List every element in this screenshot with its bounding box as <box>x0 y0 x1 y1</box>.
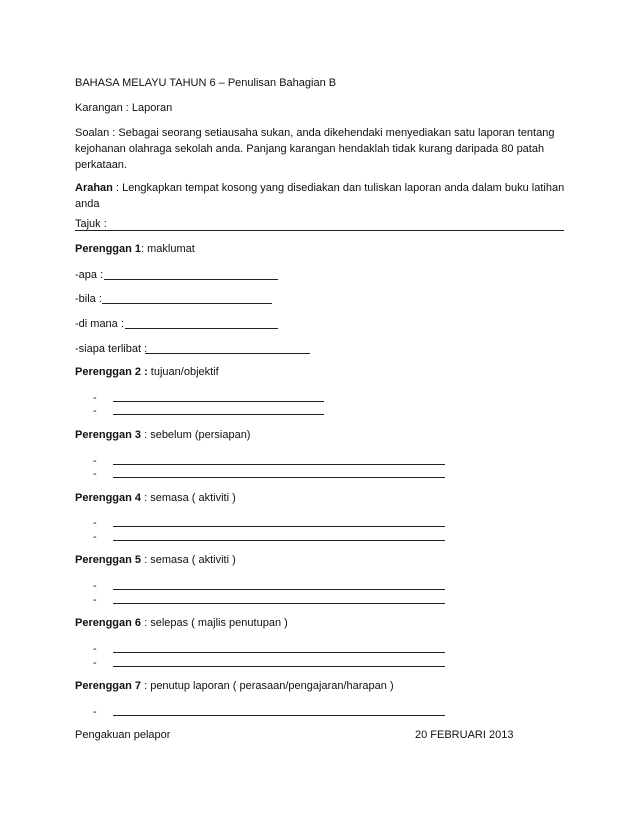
perenggan-1-heading <box>75 242 195 256</box>
perenggan-6-blank-1[interactable] <box>113 652 445 653</box>
perenggan-7-blank-1[interactable] <box>113 715 445 716</box>
field-apa-blank[interactable] <box>104 279 278 280</box>
perenggan-4-heading <box>75 491 236 505</box>
field-siapa-label: -siapa terlibat : <box>75 343 148 355</box>
perenggan-5-heading <box>75 553 236 567</box>
perenggan-6-desc: : selepas ( majlis penutupan ) <box>141 617 288 629</box>
perenggan-3-heading <box>75 428 250 442</box>
perenggan-6-label: Perenggan 6 <box>75 617 142 629</box>
perenggan-2-desc: tujuan/objektif <box>147 366 219 378</box>
tajuk-label: Tajuk : <box>75 218 107 230</box>
field-bila-blank[interactable] <box>102 303 272 304</box>
perenggan-5-desc: : semasa ( aktiviti ) <box>141 554 236 566</box>
bullet-dash: - <box>93 405 97 417</box>
karangan-line: Karangan : Laporan <box>75 102 173 114</box>
perenggan-2-blank-2[interactable] <box>113 414 324 415</box>
soalan-line-1: Soalan : Sebagai seorang setiausaha sukan, anda dikehendaki menyediakan satu laporan tentang <box>75 127 555 139</box>
bullet-dash: - <box>93 455 97 467</box>
bullet-dash: - <box>93 531 97 543</box>
arahan-text: : Lengkapkan tempat kosong yang disediakan dan tuliskan laporan anda dalam buku latihan <box>112 182 565 194</box>
perenggan-3-blank-1[interactable] <box>113 464 445 465</box>
perenggan-2-label: Perenggan 2 : <box>75 366 148 378</box>
arahan-line-2: anda <box>75 198 100 210</box>
perenggan-6-blank-2[interactable] <box>113 666 445 667</box>
arahan-line-1 <box>75 181 564 195</box>
bullet-dash: - <box>93 594 97 606</box>
bullet-dash: - <box>93 392 97 404</box>
pengakuan-pelapor: Pengakuan pelapor <box>75 729 171 741</box>
field-apa-label: -apa : <box>75 269 104 281</box>
report-date: 20 FEBRUARI 2013 <box>415 729 514 741</box>
tajuk-rule <box>75 230 564 231</box>
perenggan-5-label: Perenggan 5 <box>75 554 142 566</box>
perenggan-1-label: Perenggan 1 <box>75 243 142 255</box>
perenggan-7-desc: : penutup laporan ( perasaan/pengajaran/harapan ) <box>141 680 394 692</box>
bullet-dash: - <box>93 706 97 718</box>
bullet-dash: - <box>93 657 97 669</box>
field-siapa-blank[interactable] <box>145 353 310 354</box>
perenggan-5-blank-2[interactable] <box>113 603 445 604</box>
field-dimana-blank[interactable] <box>125 328 278 329</box>
perenggan-3-desc: : sebelum (persiapan) <box>141 429 251 441</box>
perenggan-5-blank-1[interactable] <box>113 589 445 590</box>
perenggan-4-blank-1[interactable] <box>113 526 445 527</box>
perenggan-2-heading <box>75 365 219 379</box>
soalan-line-2: kejohanan olahraga sekolah anda. Panjang karangan hendaklah tidak kurang daripada 80 patah <box>75 143 545 155</box>
bullet-dash: - <box>93 580 97 592</box>
perenggan-2-blank-1[interactable] <box>113 401 324 402</box>
perenggan-4-desc: : semasa ( aktiviti ) <box>141 492 236 504</box>
perenggan-3-blank-2[interactable] <box>113 477 445 478</box>
perenggan-6-heading <box>75 616 288 630</box>
bullet-dash: - <box>93 468 97 480</box>
perenggan-7-heading <box>75 679 394 693</box>
arahan-label: Arahan <box>75 182 113 194</box>
field-bila-label: -bila : <box>75 293 102 305</box>
bullet-dash: - <box>93 517 97 529</box>
soalan-line-3: perkataan. <box>75 159 127 171</box>
field-dimana-label: -di mana : <box>75 318 124 330</box>
bullet-dash: - <box>93 643 97 655</box>
perenggan-4-blank-2[interactable] <box>113 540 445 541</box>
perenggan-3-label: Perenggan 3 <box>75 429 142 441</box>
perenggan-4-label: Perenggan 4 <box>75 492 142 504</box>
header-title: BAHASA MELAYU TAHUN 6 – Penulisan Bahagian B <box>75 77 337 89</box>
perenggan-7-label: Perenggan 7 <box>75 680 142 692</box>
perenggan-1-desc: : maklumat <box>141 243 195 255</box>
